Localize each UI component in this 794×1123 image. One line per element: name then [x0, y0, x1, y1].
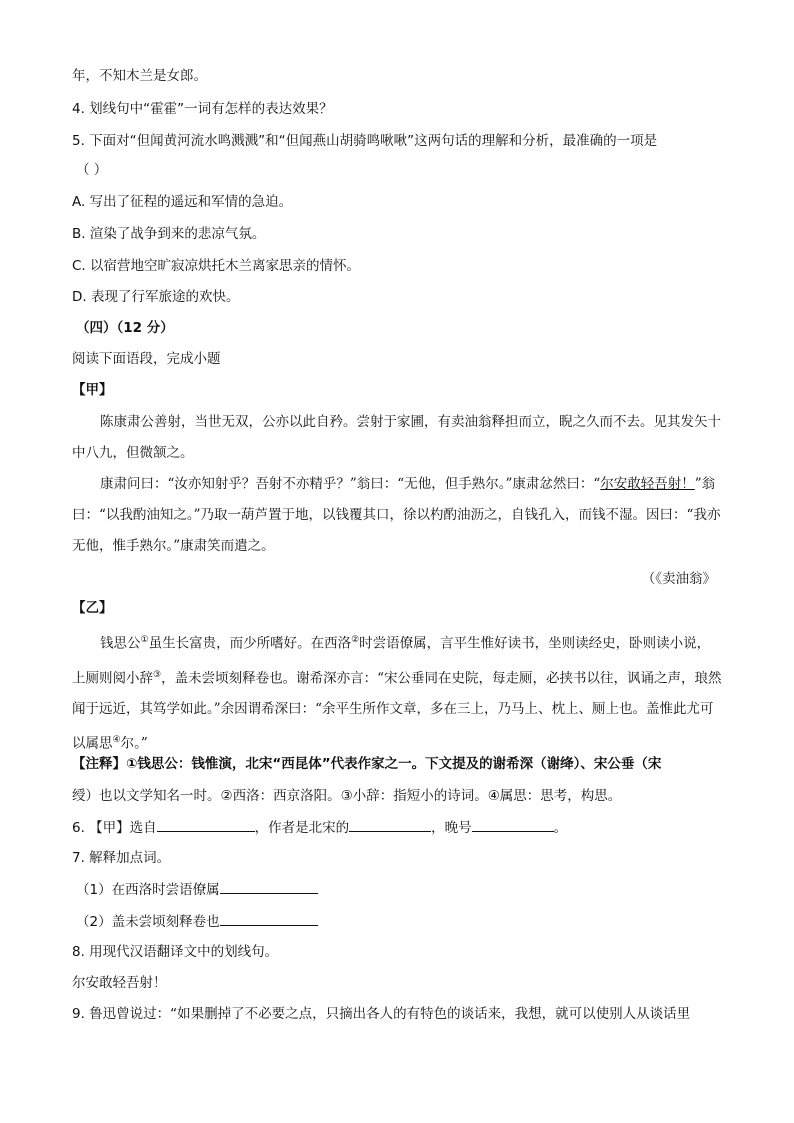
note-marker-3: ③	[153, 669, 162, 680]
top-line: 年，不知木兰是女郎。	[72, 68, 207, 84]
yi-text-d: ，盖未尝顷刻释卷也。谢希深亦言：“宋公垂同在史院，每走厕，必挟书以往，讽诵之声，琅然闻于远近，其笃学如此。”余因谓希深曰：“余平生所作文章，多在三上，乃马上、枕上、厕上也。盖惟此尤可以属思	[72, 670, 722, 752]
notes-line-1	[72, 754, 661, 774]
answer-blank-7-2[interactable]	[220, 911, 318, 926]
underlined-sentence: 尔安敢轻吾射！	[600, 476, 695, 492]
note-marker-1: ①	[140, 635, 149, 645]
jia-p2-text-a: 康肃问曰：“汝亦知射乎？吾射不亦精乎？”翁曰：“无他，但手熟尔。”康肃忿然曰：“	[100, 476, 601, 492]
yi-text-b: 虽生长富贵，而少所嗜好。在西洛	[148, 635, 352, 652]
question-7-1	[76, 879, 318, 900]
question-8-sentence: 尔安敢轻吾射！	[72, 975, 167, 991]
jia-source: （《卖油翁》	[641, 571, 716, 587]
question-5-line1: 5. 下面对“但闻黄河流水鸣溅溅”和“但闻燕山胡骑鸣啾啾”这两句话的理解和分析，最准确的一项是	[72, 133, 658, 149]
q6-part-b: ，作者是北宋的	[254, 820, 350, 836]
section-title: （四）（12 分）	[76, 320, 174, 336]
jia-p2-text-b: ”翁曰：“以我酌油知之。”乃取一葫芦置于地，以钱覆其口，徐以杓酌油沥之，自钱孔入，而钱不湿。因曰：“我亦无他，惟手熟尔。”康肃笑而遣之。	[72, 476, 721, 554]
q7-1-text: （1）在西洛时尝语僚属	[76, 882, 220, 898]
option-d: D. 表现了行军旅途的欢快。	[72, 289, 240, 305]
question-4: 4. 划线句中“霍霍”一词有怎样的表达效果？	[72, 101, 333, 117]
q6-part-a: 6. 【甲】选自	[72, 820, 157, 836]
q6-part-d: 。	[553, 820, 568, 836]
answer-blank-author[interactable]	[349, 817, 431, 832]
option-a: A. 写出了征程的遥远和军情的急迫。	[72, 194, 293, 210]
question-7: 7. 解释加点词。	[72, 850, 171, 866]
notes-text-1: 【注释】①钱思公：钱惟演，北宋“西昆体”代表作家之一。下文提及的谢希深（谢绛）、宋公垂（宋	[72, 756, 662, 772]
yi-text-a: 钱思公	[100, 635, 141, 652]
yi-text-e: 尔。”	[120, 735, 148, 752]
jia-paragraph-2	[72, 469, 722, 562]
yi-text-c: 时尝语僚属，言平生惟好读书，坐则读经史，卧则读小说，上厕则阅小辞	[72, 635, 711, 686]
note-marker-2: ②	[351, 635, 360, 645]
jia-p1-text: 陈康肃公善射，当世无双，公亦以此自矜。尝射于家圃，有卖油翁释担而立，睨之久而不去。见其发矢十中八九，但微颔之。	[72, 414, 721, 461]
question-8: 8. 用现代汉语翻译文中的划线句。	[72, 944, 279, 960]
q6-part-c: ，晚号	[431, 820, 472, 836]
question-5-paren: （ ）	[76, 162, 108, 178]
jia-paragraph-1	[72, 407, 722, 469]
question-7-2	[76, 911, 318, 932]
answer-blank-source[interactable]	[157, 817, 255, 832]
instruction: 阅读下面语段，完成小题	[72, 351, 221, 367]
yi-paragraph	[72, 625, 722, 760]
question-9: 9. 鲁迅曾说过：“如果删掉了不必要之点，只摘出各人的有特色的谈话来，我想，就可以使别人从谈话里	[72, 1006, 691, 1022]
jia-label: 【甲】	[72, 382, 113, 398]
question-6	[72, 817, 567, 838]
answer-blank-alias[interactable]	[472, 817, 554, 832]
notes-line-2: 绶）也以文学知名一时。②西洛：西京洛阳。③小辞：指短小的诗词。④属思：思考，构思。	[72, 788, 622, 804]
note-marker-4: ④	[112, 735, 121, 745]
answer-blank-7-1[interactable]	[220, 879, 318, 894]
q7-2-text: （2）盖未尝顷刻释卷也	[76, 914, 220, 930]
option-b: B. 渲染了战争到来的悲凉气氛。	[72, 226, 266, 242]
option-c: C. 以宿营地空旷寂凉烘托木兰离家思亲的情怀。	[72, 258, 361, 274]
yi-label: 【乙】	[72, 600, 113, 616]
